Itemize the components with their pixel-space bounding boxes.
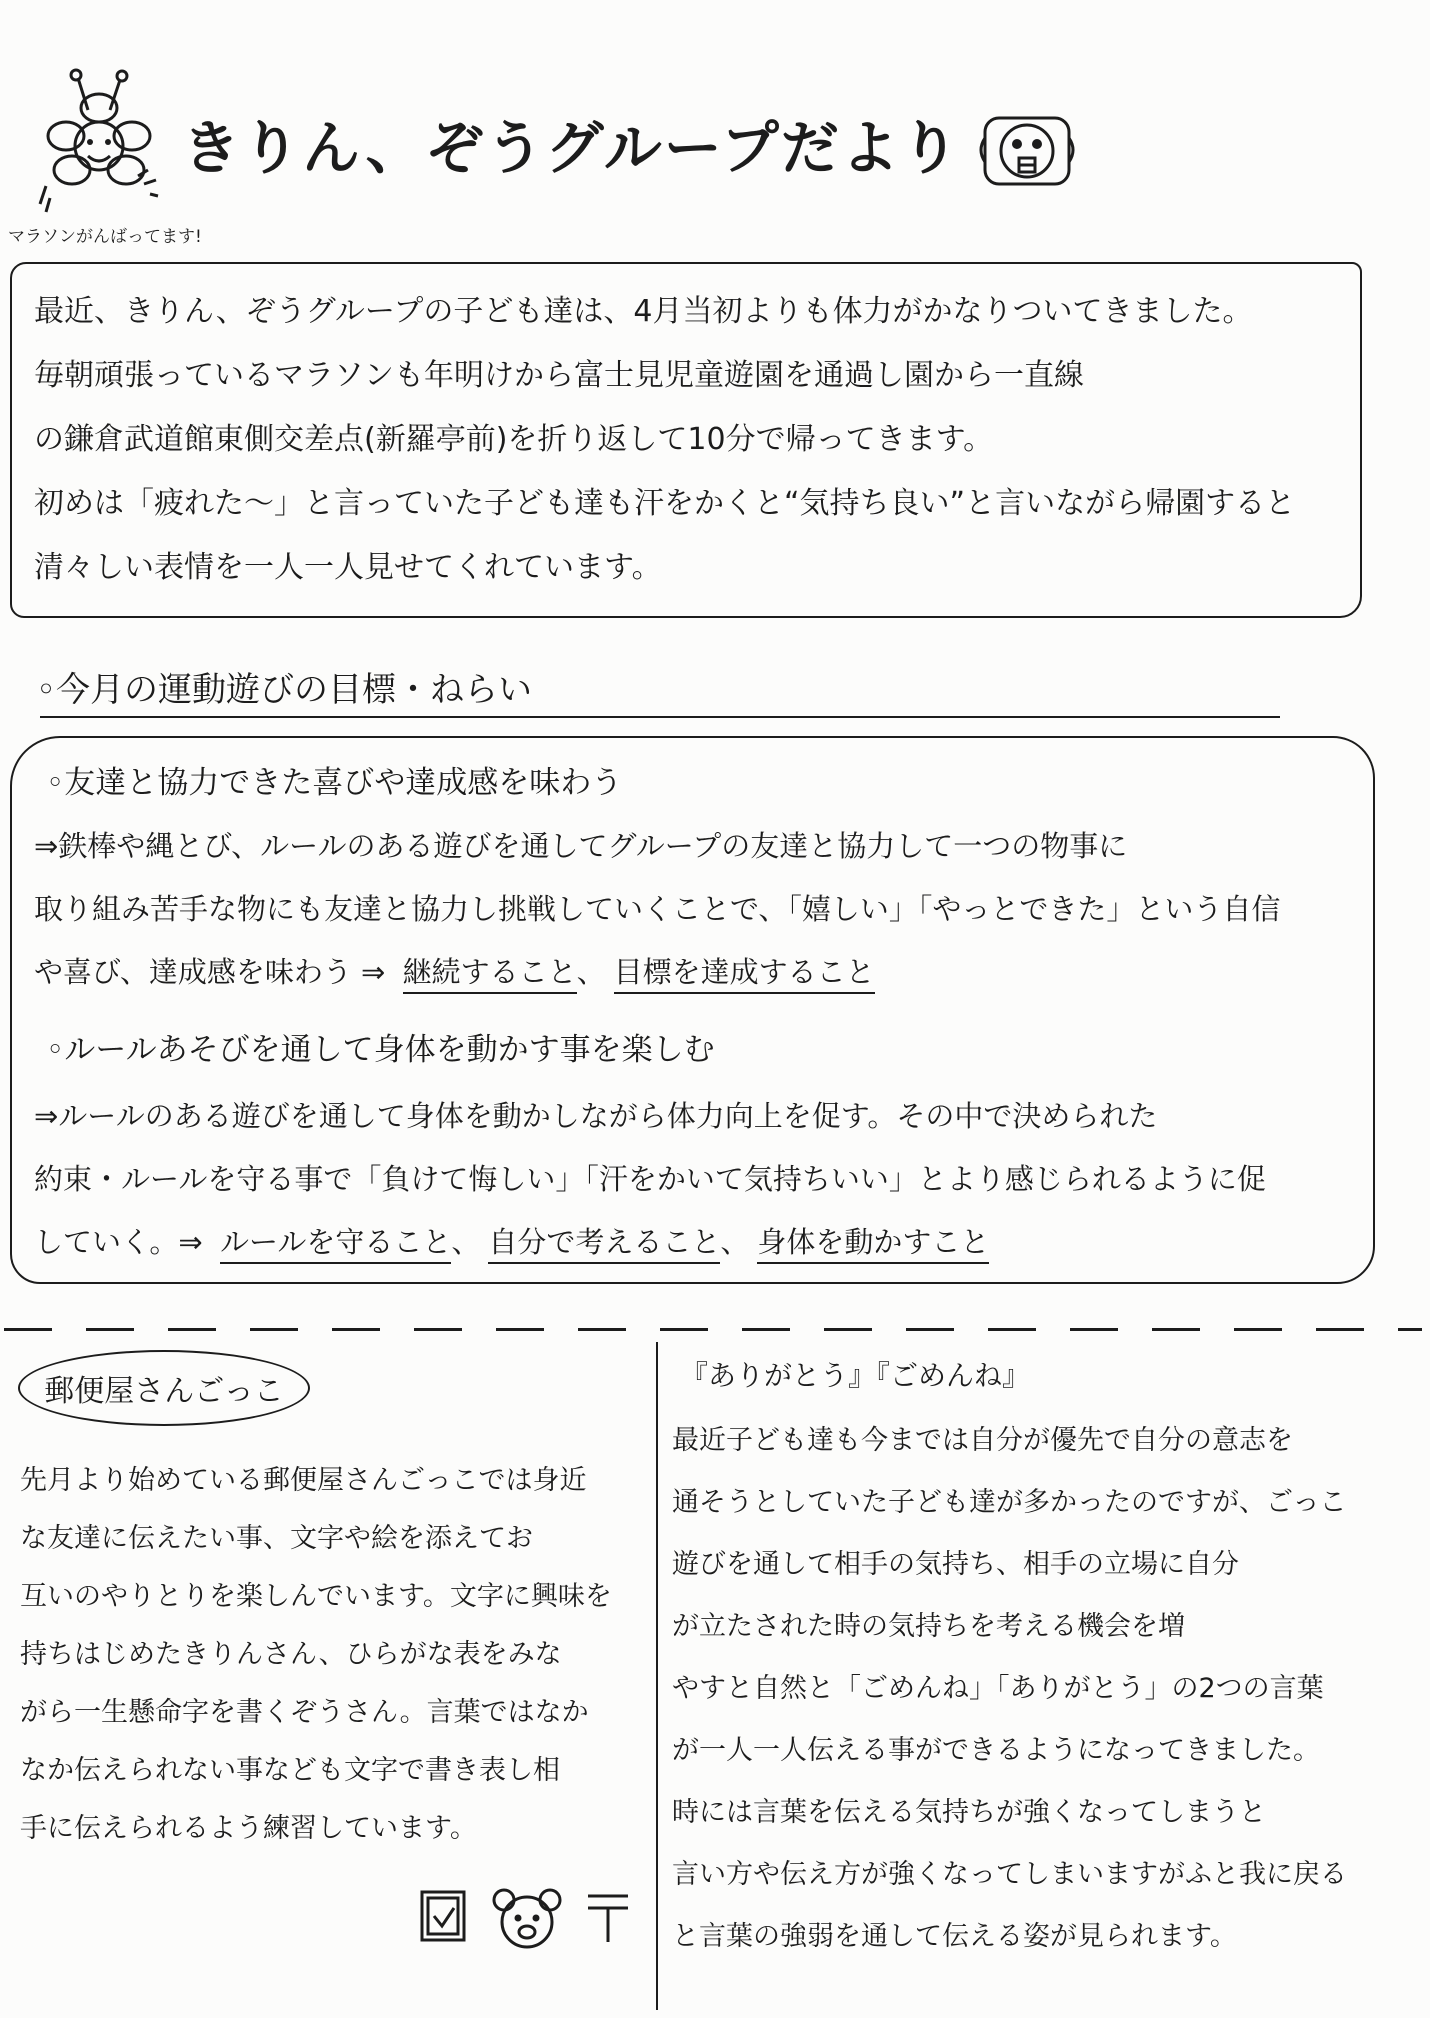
marathon-line: 初めは「疲れた〜」と言っていた子ども達も汗をかくと“気持ち良い”と言いながら帰園すると xyxy=(34,486,1296,521)
postal-line: 手に伝えられるよう練習しています。 xyxy=(20,1813,477,1844)
postal-line: 互いのやりとりを楽しんでいます。文字に興味を xyxy=(20,1581,612,1612)
thanks-line: 言い方や伝え方が強くなってしまいますがふと我に戻る xyxy=(672,1859,1347,1890)
postal-line: がら一生懸命字を書くぞうさん。言葉ではなか xyxy=(20,1697,589,1728)
goal-line: していく。⇒ xyxy=(34,1225,203,1259)
goal-point: 継続すること xyxy=(403,952,577,994)
postal-mark-icon xyxy=(582,1886,634,1946)
marathon-line: の鎌倉武道館東側交差点(新羅亭前)を折り返して10分で帰ってきます。 xyxy=(34,422,994,457)
goal-line: 約束・ルールを守る事で「負けて悔しい」「汗をかいて気持ちいい」とより感じられるように促 xyxy=(34,1162,1266,1196)
dashed-divider xyxy=(4,1328,1422,1331)
goal-line: 取り組み苦手な物にも友達と協力し挑戦していくことで、「嬉しい」「やっとできた」という自信 xyxy=(34,892,1281,926)
thanks-line: 時には言葉を伝える気持ちが強くなってしまうと xyxy=(672,1797,1266,1828)
goal-line: ⇒鉄棒や縄とび、ルールのある遊びを通してグループの友達と協力して一つの物事に xyxy=(34,829,1128,863)
thanks-line: 通そうとしていた子ども達が多かったのですが、ごっこ xyxy=(672,1487,1347,1518)
point-separator: 、 xyxy=(720,1225,750,1259)
postal-play-text xyxy=(20,1452,612,1858)
thanks-line: が一人一人伝える事ができるようになってきました。 xyxy=(672,1735,1320,1766)
postal-line: 先月より始めている郵便屋さんごっこでは身近 xyxy=(20,1465,587,1496)
goal-title: ◦友達と協力できた喜びや達成感を味わう xyxy=(46,765,623,801)
check-box-icon xyxy=(418,1886,470,1946)
goal-point: 身体を動かすこと xyxy=(757,1222,989,1264)
marathon-line: 毎朝頑張っているマラソンも年明けから富士見児童遊園を通過し園から一直線 xyxy=(34,358,1084,393)
point-separator: 、 xyxy=(451,1225,481,1259)
goals-box xyxy=(10,736,1375,1284)
smiley-face-icon xyxy=(975,112,1079,190)
column-divider xyxy=(656,1342,658,2010)
goal-line: や喜び、達成感を味わう ⇒ xyxy=(34,955,386,989)
thanks-sorry-text xyxy=(672,1410,1347,1968)
goal-title: ◦ルールあそびを通して身体を動かす事を楽しむ xyxy=(46,1032,715,1068)
goal-line-with-points xyxy=(34,943,875,1001)
goal-line-with-points xyxy=(34,1213,989,1271)
point-separator: 、 xyxy=(576,955,606,989)
goal-point: 自分で考えること xyxy=(488,1222,720,1264)
marathon-line: 最近、きりん、ぞうグループの子ども達は、4月当初よりも体力がかなりついてきました。 xyxy=(34,294,1253,329)
marathon-box xyxy=(10,262,1362,618)
thanks-line: と言葉の強弱を通して伝える姿が見られます。 xyxy=(672,1921,1237,1952)
postal-line: なか伝えられない事なども文字で書き表し相 xyxy=(20,1755,560,1786)
bear-face-icon xyxy=(490,1886,564,1950)
goal-line: ⇒ルールのある遊びを通して身体を動かしながら体力向上を促す。その中で決められた xyxy=(34,1099,1158,1133)
heading-underline xyxy=(40,716,1280,718)
flower-doodle-icon xyxy=(26,66,176,216)
thanks-line: が立たされた時の気持ちを考える機会を増 xyxy=(672,1611,1185,1642)
postal-icons xyxy=(418,1886,638,1950)
postal-line: 持ちはじめたきりんさん、ひらがな表をみな xyxy=(20,1639,562,1670)
goals-heading: ◦今月の運動遊びの目標・ねらい xyxy=(36,670,533,710)
postal-play-heading: 郵便屋さんごっこ xyxy=(18,1350,310,1426)
thanks-sorry-heading: 『ありがとう』『ごめんね』 xyxy=(680,1359,1031,1392)
goal-point: 目標を達成すること xyxy=(614,952,875,994)
thanks-line: 遊びを通して相手の気持ち、相手の立場に自分 xyxy=(672,1549,1239,1580)
goal-point: ルールを守ること xyxy=(220,1222,451,1264)
thanks-line: やすと自然と「ごめんね」「ありがとう」の2つの言葉 xyxy=(672,1673,1324,1704)
marathon-label: マラソンがんばってます! xyxy=(8,227,202,247)
marathon-line: 清々しい表情を一人一人見せてくれています。 xyxy=(34,550,662,585)
page-title: きりん、ぞうグループだより xyxy=(182,114,961,182)
postal-line: な友達に伝えたい事、文字や絵を添えてお xyxy=(20,1523,533,1554)
thanks-line: 最近子ども達も今までは自分が優先で自分の意志を xyxy=(672,1425,1293,1456)
